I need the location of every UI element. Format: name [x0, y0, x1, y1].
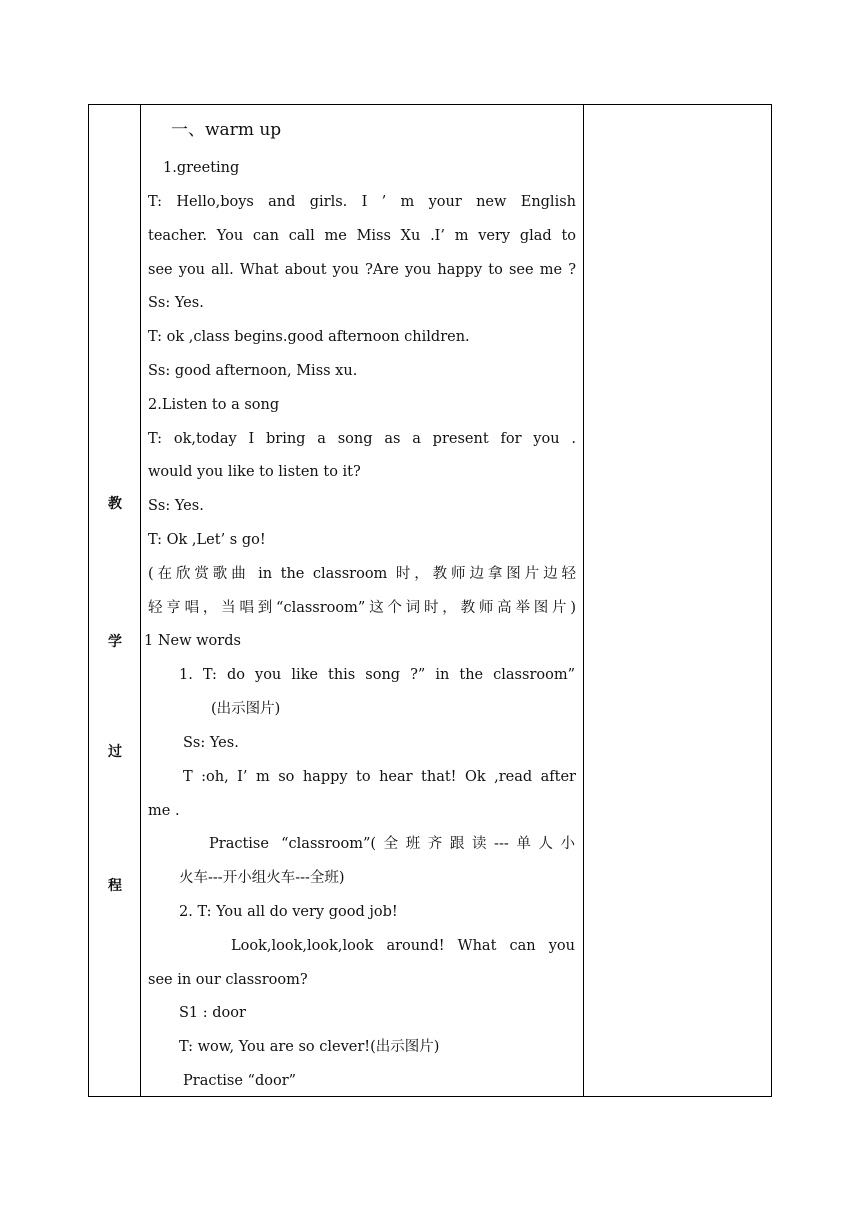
content-line: 轻亨唱，当唱到“classroom”这个词时，教师高举图片) [148, 600, 576, 616]
content-line: T: Hello,boys and girls. I ’ m your new English [148, 194, 576, 210]
content-line: T: Ok ,Let’ s go! [148, 532, 266, 548]
content-line: 2.Listen to a song [148, 397, 280, 413]
content-line: T: wow, You are so clever!(出示图片) [179, 1039, 440, 1055]
content-line: Practise “classroom”(全班齐跟读---单人小 [209, 836, 575, 852]
content-line: 1. T: do you like this song ?” in the classroom” [179, 667, 575, 683]
content-line: Ss: Yes. [148, 498, 204, 514]
content-line: T :oh, I’ m so happy to hear that! Ok ,read after [183, 769, 576, 785]
content-line: 2. T: You all do very good job! [179, 904, 398, 920]
label-char-3: 过 [108, 744, 122, 760]
content-line: Look,look,look,look around! What can you [231, 938, 575, 954]
content-line: see you all. What about you ?Are you happy to see me ? [148, 262, 576, 278]
content-line: teacher. You can call me Miss Xu .I’ m very glad to [148, 228, 576, 244]
content-line: 1.greeting [163, 160, 240, 176]
section-heading: 一、warm up [171, 120, 282, 140]
content-line: 火车---开小组火车---全班) [179, 870, 345, 886]
content-line: would you like to listen to it? [148, 464, 361, 480]
content-line: T: ok ,class begins.good afternoon children. [148, 329, 470, 345]
content-line: me . [148, 803, 180, 819]
content-line: Ss: good afternoon, Miss xu. [148, 363, 358, 379]
label-char-2: 学 [108, 634, 122, 650]
content-line: Ss: Yes. [148, 295, 204, 311]
section-label-column [89, 105, 141, 1096]
label-char-1: 教 [108, 496, 122, 512]
content-line: (在欣赏歌曲 in the classroom 时，教师边拿图片边轻 [148, 566, 576, 582]
content-line: T: ok,today I bring a song as a present for you . [148, 431, 576, 447]
content-line: Practise “door” [183, 1073, 297, 1089]
teaching-content-column [141, 105, 584, 1096]
label-char-4: 程 [108, 878, 122, 894]
content-line: 1 New words [144, 633, 241, 649]
content-line: see in our classroom? [148, 972, 308, 988]
content-line: (出示图片) [211, 701, 281, 717]
content-line: S1 : door [179, 1005, 246, 1021]
lesson-table [88, 104, 772, 1097]
notes-column [584, 105, 771, 1096]
content-line: Ss: Yes. [183, 735, 239, 751]
